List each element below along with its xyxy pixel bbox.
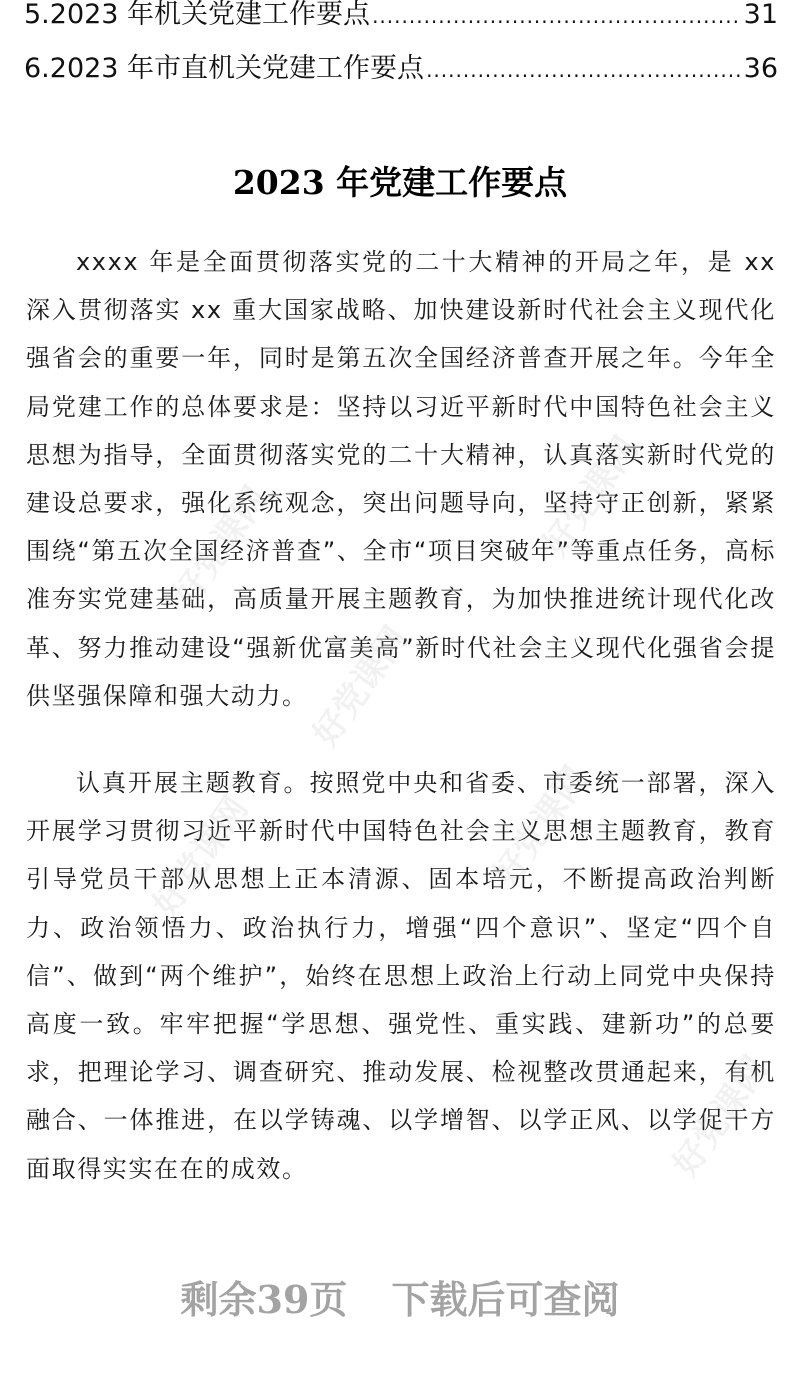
watermark: 好党课网 [305,619,417,754]
download-prompt-label[interactable]: 下载后可查阅 [391,1277,620,1322]
remaining-pages-label: 剩余39页 [180,1277,348,1322]
toc-dot-leader [426,43,742,97]
table-of-contents [24,0,778,96]
download-to-read-banner[interactable] [0,1272,800,1328]
toc-entry[interactable] [24,42,778,96]
toc-entry-label: 6.2023 年市直机关党建工作要点 [24,53,425,84]
watermark: 好党课网 [145,789,257,924]
watermark: 好党课网 [535,429,647,564]
watermark: 好党课网 [485,759,597,894]
watermark: 好党课网 [165,479,277,614]
toc-entry-label: 5.2023 年机关党建工作要点 [24,0,371,30]
toc-dot-leader [372,0,742,43]
document-title: 2023 年党建工作要点 [232,163,568,203]
toc-entry-page: 36 [743,53,778,84]
body-paragraph: 认真开展主题教育。按照党中央和省委、市委统一部署，深入开展学习贯彻习近平新时代中国特色社会主义思想主题教育，教育引导党员干部从思想上正本清源、固本培元，不断提高政治判断力、政治领悟力、政治执行力，增强“四个意识”、坚定“四个自信”、做到“两个维护”，始终在思想上政治上行动上同党中央保持高度一致。牢牢把握“学思想、强党性、重实践、建新功”的总要求，把理论学习、调查研究、推动发展、检视整改贯通起来，有机融合、一体推进，在以学铸魂、以学增智、以学正风、以学促干方面取得实实在在的成效。 [26,769,776,1183]
toc-entry[interactable] [24,0,778,42]
watermark: 好党课网 [665,1049,777,1184]
toc-entry-page: 31 [743,0,778,30]
body-paragraph: xxxx 年是全面贯彻落实党的二十大精神的开局之年，是 xx 深入贯彻落实 xx 重大国家战略、加快建设新时代社会主义现代化强省会的重要一年，同时是第五次全国经济普查开展之年。今年全局党建工作的总体要求是：坚持以习近平新时代中国特色社会主义思想为指导，全面贯彻落实党的二十大精神，认真落实新时代党的建设总要求，强化系统观念，突出问题导向，坚持守正创新，紧紧围绕“第五次全国经济普查”、全市“项目突破年”等重点任务，高标准夯实党建基础，高质量开展主题教育，为加快推进统计现代化改革、努力推动建设“强新优富美高”新时代社会主义现代化强省会提供坚强保障和强大动力。 [26,248,776,710]
